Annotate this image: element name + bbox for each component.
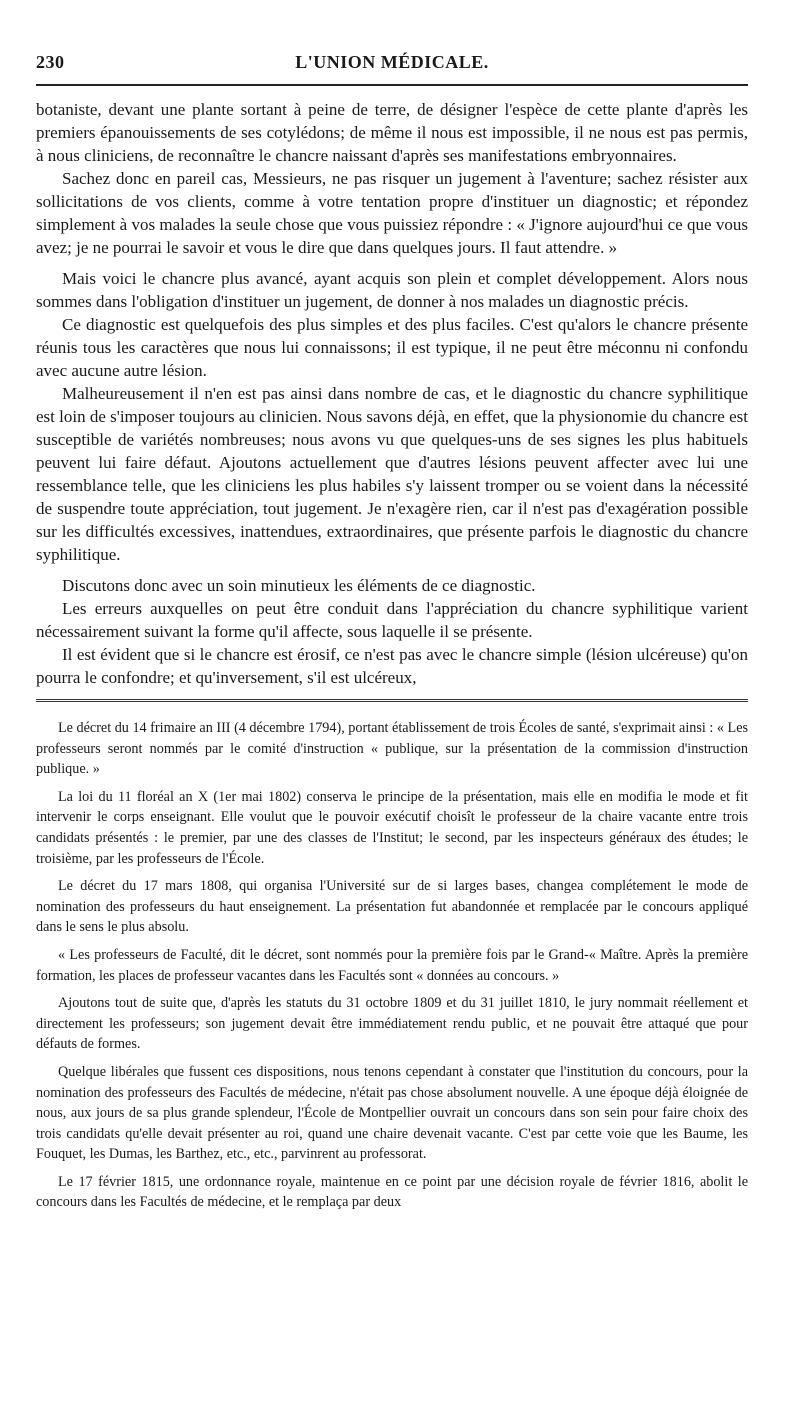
body-paragraph: Discutons donc avec un soin minutieux les éléments de ce diagnostic. <box>62 576 536 595</box>
body-paragraph: Les erreurs auxquelles on peut être conduit dans l'appréciation du chancre syphilitique varient nécessairement suivant la forme qu'il affecte, sous laquelle il se présente. <box>36 599 748 641</box>
body-paragraph: botaniste, devant une plante sortant à peine de terre, de désigner l'espèce de cette plante d'après les premiers épanouissements de ses cotylédons; de même il nous est impossible, il ne nous est pas permis, à nous cliniciens, de reconnaître le chancre naissant d'après ses manifestations embryonnaires. <box>36 100 748 165</box>
footnotes <box>36 718 748 1213</box>
body-paragraph: Sachez donc en pareil cas, Messieurs, ne pas risquer un jugement à l'aventure; sachez résister aux sollicitations de vos clients, comme à votre tentation propre d'instituer un diagnostic; et répondez simplement à vos malades la seule chose que vous puissiez répondre : « J'ignore aujourd'hui ce que vous avez; je ne pourrai le savoir et vous le dire que dans quelques jours. Il faut attendre. » <box>36 169 748 257</box>
note-paragraph: « Les professeurs de Faculté, dit le décret, sont nommés pour la première fois par le Grand-« Maître. Après la première formation, les places de professeur vacantes dans les Facultés sont « données au concours. » <box>36 946 748 984</box>
body-paragraph: Mais voici le chancre plus avancé, ayant acquis son plein et complet développement. Alors nous sommes dans l'obligation d'instituer un jugement, de donner à nos malades un diagnostic précis. <box>36 269 748 311</box>
main-text <box>36 98 748 689</box>
document-page <box>36 48 748 1220</box>
note-paragraph: Le 17 février 1815, une ordonnance royale, maintenue en ce point par une décision royale de février 1816, abolit le concours dans les Facultés de médecine, et le remplaça par deux <box>36 1173 748 1211</box>
page-number: 230 <box>36 52 65 72</box>
notes-rule <box>36 699 748 702</box>
note-paragraph: La loi du 11 floréal an X (1er mai 1802) conserva le principe de la présentation, mais elle en modifia le mode et fit intervenir le corps enseignant. Elle voulut que le pouvoir exécutif choisît le professeur de la chaire vacante entre trois candidats présentés : le premier, par une des classes de l'Institut; le second, par les inspecteurs généraux des études; le troisième, par les professeurs de l'École. <box>36 788 748 867</box>
body-paragraph: Malheureusement il n'en est pas ainsi dans nombre de cas, et le diagnostic du chancre syphilitique est loin de s'imposer toujours au clinicien. Nous savons déjà, en effet, que la physionomie du chancre est susceptible de variétés nombreuses; nous avons vu que quelques-uns de ses signes les plus habituels peuvent lui faire défaut. Ajoutons actuellement que d'autres lésions peuvent affecter avec lui une ressemblance telle, que les cliniciens les plus habiles s'y laissent tromper ou se voient dans la nécessité de suspendre toute appréciation, tout jugement. Je n'exagère rien, car il n'est pas d'exagération possible sur les difficultés excessives, inattendues, extraordinaires, que présente parfois le diagnostic du chancre syphilitique. <box>36 384 748 564</box>
body-paragraph: Il est évident que si le chancre est érosif, ce n'est pas avec le chancre simple (lésion ulcéreuse) qu'on pourra le confondre; et qu'inversement, s'il est ulcéreux, <box>36 645 748 687</box>
running-head <box>36 48 748 80</box>
journal-title: L'UNION MÉDICALE. <box>295 52 489 72</box>
header-rule <box>36 84 748 86</box>
note-paragraph: Quelque libérales que fussent ces dispositions, nous tenons cependant à constater que l'institution du concours, pour la nomination des professeurs des Facultés de médecine, n'était pas chose absolument nouvelle. A une époque déjà éloignée de nous, aux jours de sa plus grande splendeur, l'École de Montpellier ouvrait un concours dans son sein pour faire choix des trois candidats qu'elle devait présenter au roi, quand une chaire devenait vacante. C'est par cette voie que les Baume, les Fouquet, les Dumas, les Barthez, etc., etc., parvinrent au professorat. <box>36 1063 748 1163</box>
note-paragraph: Le décret du 17 mars 1808, qui organisa l'Université sur de si larges bases, changea complétement le mode de nomination des professeurs du haut enseignement. La présentation fut abandonnée et remplacée par le concours appliqué dans le sens le plus absolu. <box>36 878 748 936</box>
body-paragraph: Ce diagnostic est quelquefois des plus simples et des plus faciles. C'est qu'alors le chancre présente réunis tous les caractères que nous lui connaissons; il est typique, il ne peut être méconnu ni confondu avec aucune autre lésion. <box>36 315 748 380</box>
note-paragraph: Ajoutons tout de suite que, d'après les statuts du 31 octobre 1809 et du 31 juillet 1810, le jury nommait réellement et directement les professeurs; son jugement devait être immédiatement rendu public, et ne pouvait être attaqué que pour défauts de formes. <box>36 995 748 1053</box>
note-paragraph: Le décret du 14 frimaire an III (4 décembre 1794), portant établissement de trois Écoles de santé, s'exprimait ainsi : « Les professeurs seront nommés par le comité d'instruction « publique, sur la présentation de la commission d'instruction publique. » <box>36 720 749 778</box>
